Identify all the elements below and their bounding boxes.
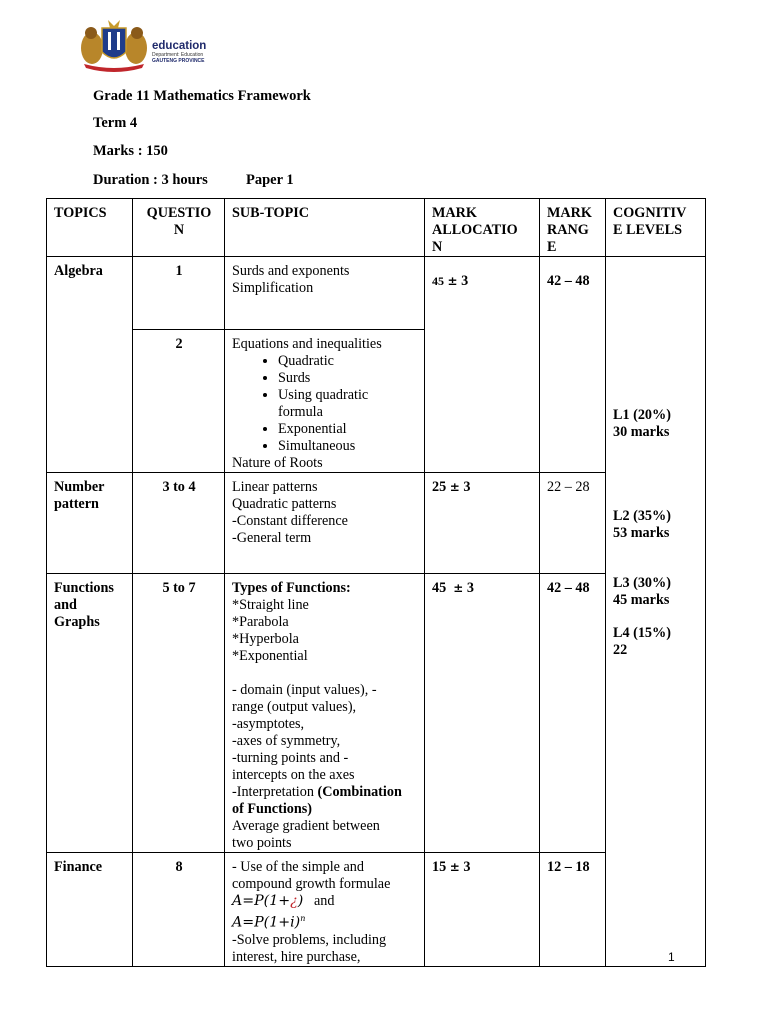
list-item: • Surds — [278, 370, 418, 387]
range-functions: 42 – 48 — [540, 574, 606, 853]
question-2: 2 — [133, 330, 225, 473]
question-8: 8 — [133, 853, 225, 967]
subtopic-number-pattern: Linear patterns Quadratic patterns -Constant difference -General term — [225, 473, 425, 574]
subtopic-q2: Equations and inequalities • Quadratic • Surds • Using quadratic formula • Exponential • Simultaneous Nature of Roots — [225, 330, 425, 473]
term-label: Term 4 — [93, 115, 138, 131]
header-mark-allocation: MARK ALLOCATIO N — [425, 199, 540, 257]
cognitive-l2: L2 (35%) 53 marks — [613, 508, 671, 541]
range-finance: 12 – 18 — [540, 853, 606, 967]
header-subtopic: SUB-TOPIC — [225, 199, 425, 257]
q2-bullet-list — [232, 353, 418, 455]
cognitive-l3: L3 (30%) 45 marks — [613, 575, 671, 608]
allocation-number-pattern: 25 ± 3 — [425, 473, 540, 574]
logo-province-text: GAUTENG PROVINCE — [152, 58, 205, 64]
logo-main-text: education — [152, 40, 207, 52]
table-row-algebra-q1 — [47, 257, 706, 330]
list-item: • Using quadratic formula — [278, 387, 418, 421]
subtopic-finance: - Use of the simple and compound growth formulae A=P(1+¿) and $A=P(1+i)^n$ -Solve problems, including interest, hire purchase, — [225, 853, 425, 967]
question-1: 1 — [133, 257, 225, 330]
allocation-functions: 45 ± 3 — [425, 574, 540, 853]
range-algebra: 42 – 48 — [540, 257, 606, 473]
compound-interest-formula: $A=P(1+i)^n$ — [232, 914, 306, 931]
header-mark-range: MARK RANG E — [540, 199, 606, 257]
allocation-finance: 15 ± 3 — [425, 853, 540, 967]
cognitive-levels-cell — [606, 257, 706, 967]
question-5-to-7: 5 to 7 — [133, 574, 225, 853]
topic-algebra: Algebra — [47, 257, 133, 473]
subtopic-functions: Types of Functions: *Straight line *Parabola *Hyperbola *Exponential - domain (input values), - range (output values), -asymptotes, -axes of symmetry, -turning points and - intercepts on the axes -Interpretation (Combination of Functions) Average gradient between two points — [225, 574, 425, 853]
document-title: Grade 11 Mathematics Framework — [93, 88, 311, 104]
table-header-row — [47, 199, 706, 257]
framework-table — [46, 198, 706, 967]
header-topics: TOPICS — [47, 199, 133, 257]
header-question: QUESTIO N — [133, 199, 225, 257]
duration-label: Duration : 3 hours — [93, 172, 208, 188]
question-3-to-4: 3 to 4 — [133, 473, 225, 574]
range-number-pattern: 22 – 28 — [540, 473, 606, 574]
topic-functions-graphs: Functions and Graphs — [47, 574, 133, 853]
simple-interest-formula: A=P(1+¿) and — [232, 893, 335, 909]
page-number: 1 — [668, 950, 675, 964]
marks-label: Marks : 150 — [93, 143, 168, 159]
subtopic-q1: Surds and exponents Simplification — [225, 257, 425, 330]
list-item: • Exponential — [278, 421, 418, 438]
topic-finance: Finance — [47, 853, 133, 967]
cognitive-l1: L1 (20%) 30 marks — [613, 407, 671, 440]
paper-label: Paper 1 — [246, 172, 294, 188]
allocation-algebra: 45 ± 3 — [425, 257, 540, 473]
list-item: • Simultaneous — [278, 438, 418, 455]
list-item: • Quadratic — [278, 353, 418, 370]
logo-sub-text: Department: Education — [152, 52, 204, 58]
topic-number-pattern: Number pattern — [47, 473, 133, 574]
header-cognitive-levels: COGNITIV E LEVELS — [606, 199, 706, 257]
logo-text — [152, 40, 206, 64]
cognitive-l4: L4 (15%) 22 — [613, 625, 671, 658]
